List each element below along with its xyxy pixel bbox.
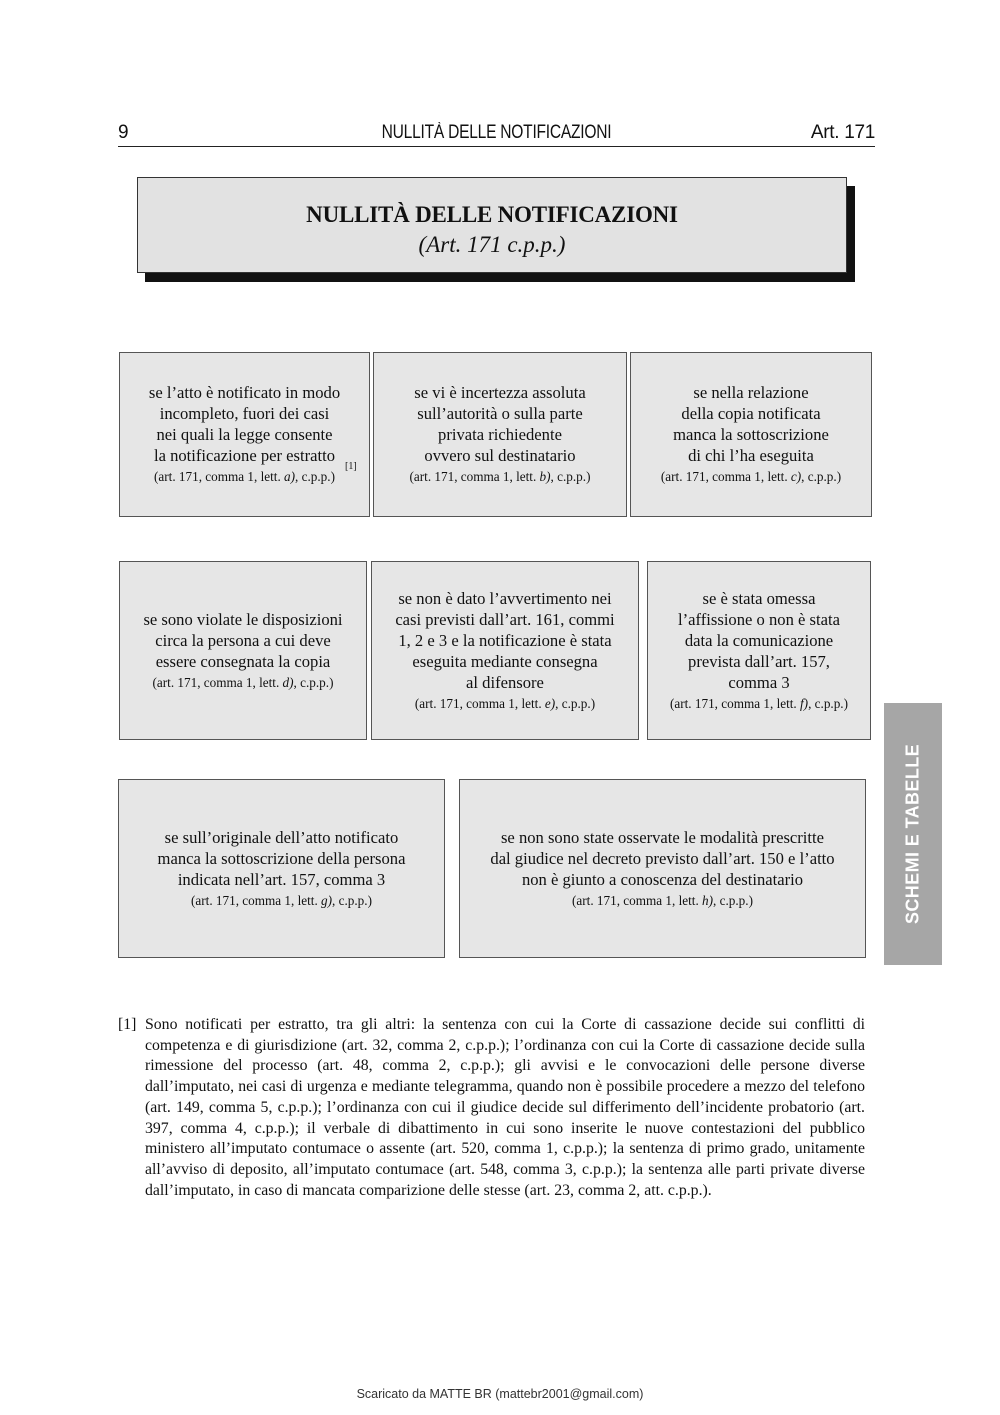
article-reference: (art. 171, comma 1, lett. d), c.p.p.)	[152, 674, 334, 690]
running-title: NULLITÀ DELLE NOTIFICAZIONI	[381, 122, 612, 143]
condition-text: se nella relazione della copia notificata manca la sottoscrizione di chi l’ha eseguita	[673, 383, 829, 465]
page-header	[118, 118, 875, 147]
article-label: Art. 171	[810, 122, 875, 143]
download-footer: Scaricato da MATTE BR (mattebr2001@gmail.com)	[356, 1387, 644, 1401]
main-title: NULLITÀ DELLE NOTIFICAZIONI	[306, 202, 678, 227]
article-reference: (art. 171, comma 1, lett. a), c.p.p.)	[154, 469, 335, 484]
article-reference: (art. 171, comma 1, lett. f), c.p.p.)	[670, 695, 848, 711]
condition-box-h	[459, 779, 866, 958]
section-side-tab	[884, 703, 942, 965]
article-reference: (art. 171, comma 1, lett. e), c.p.p.)	[414, 695, 596, 711]
condition-box-b	[373, 352, 627, 517]
condition-box-f	[647, 561, 871, 740]
condition-text: se l’atto è notificato in modo incompleto, fuori dei casi nei quali la legge consente la notificazione per estratto	[148, 383, 341, 465]
main-subtitle: (Art. 171 c.p.p.)	[418, 232, 566, 257]
condition-text: se vi è incertezza assoluta sull’autorità o sulla parte privata richiedente ovvero sul destinatario	[414, 383, 586, 465]
footnote-label: [1]	[118, 1016, 137, 1033]
article-reference: (art. 171, comma 1, lett. b), c.p.p.)	[409, 469, 591, 484]
article-reference: (art. 171, comma 1, lett. h), c.p.p.)	[572, 892, 753, 908]
footnote-marker: [1]	[345, 461, 357, 472]
page-number: 9	[118, 122, 129, 143]
condition-box-e	[371, 561, 639, 740]
condition-box-a	[119, 352, 370, 517]
condition-text: se sono violate le disposizioni circa la persona a cui deve essere consegnata la copia	[143, 609, 343, 671]
condition-text: se è stata omessa l’affissione o non è stata data la comunicazione prevista dall’art. 157, comma 3	[678, 588, 840, 692]
article-reference: (art. 171, comma 1, lett. c), c.p.p.)	[660, 469, 842, 484]
condition-text: se non è dato l’avvertimento nei casi previsti dall’art. 161, commi 1, 2 e 3 e la notificazione è stata eseguita mediante consegna al difensore	[395, 588, 615, 692]
condition-box-g	[118, 779, 445, 958]
side-tab-label: SCHEMI E TABELLE	[902, 743, 923, 925]
condition-text: se sull’originale dell’atto notificato manca la sottoscrizione della persona indicata nell’art. 157, comma 3	[157, 827, 406, 889]
article-reference: (art. 171, comma 1, lett. g), c.p.p.)	[191, 892, 372, 908]
title-box	[137, 177, 847, 273]
footnote	[118, 1015, 865, 1201]
condition-box-c	[630, 352, 872, 517]
condition-box-d	[119, 561, 367, 740]
footnote-text: Sono notificati per estratto, tra gli altri: la sentenza con cui la Corte di cassazione decide sui conflitti di competenza e di giurisdizione (art. 32, comma 2, c.p.p.); l’ordinanza con cui la Corte di cassazione decide sulla rimessione del processo (art. 48, comma 2, c.p.p.); gli avvisi e le convocazioni delle persone diverse dall’imputato, nei casi di urgenza e mediante telegramma, quando non è possibile procedere a mezzo del telefono (art. 149, comma 5, c.p.p.); l’ordinanza con cui il giudice decide sul differimento dell’incidente probatorio (art. 397, comma 4, c.p.p.); il verbale di dibattimento in cui sono inserite le nuove contestazioni del pubblico ministero all’imputato contumace o assente (art. 520, comma 1, c.p.p.); la sentenza di primo grado, unitamente all’avviso di deposito, all’imputato contumace (art. 548, comma 3, c.p.p.); la sentenza alle parti private diverse dall’imputato, in caso di mancata comparizione delle stesse (art. 23, comma 2, att. c.p.p.).	[145, 1016, 865, 1199]
condition-text: se non sono state osservate le modalità prescritte dal giudice nel decreto previsto dall’art. 150 e l’atto non è giunto a conoscenza del destinatario	[490, 827, 835, 889]
